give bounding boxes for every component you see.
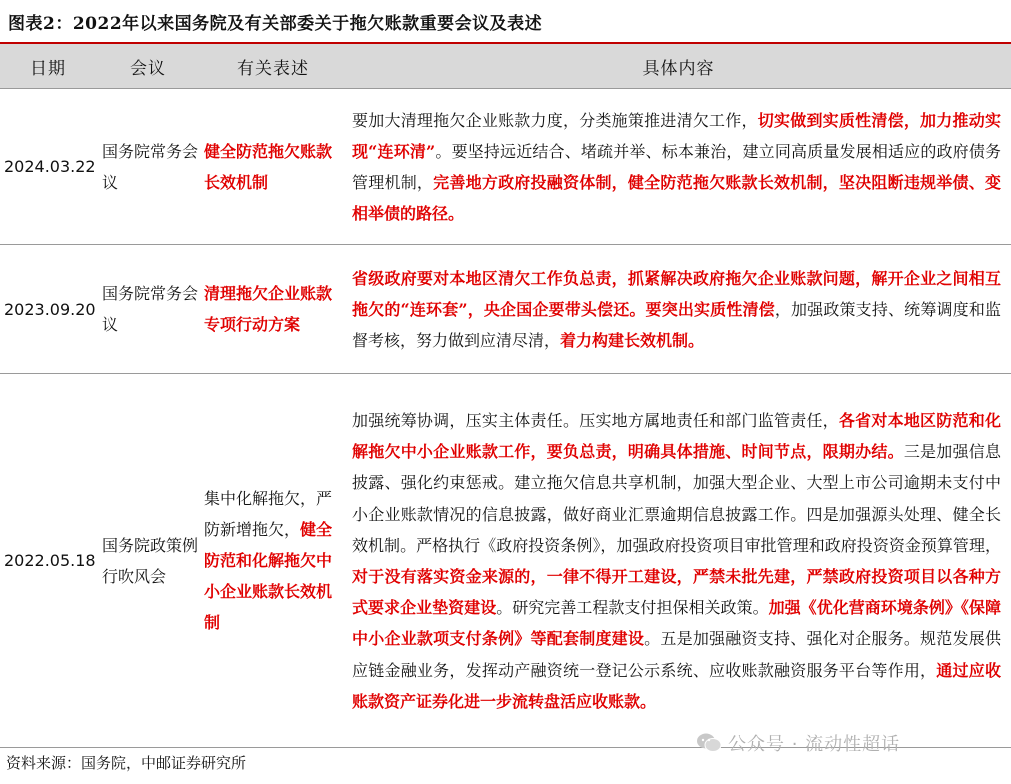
row-content [346,374,1011,748]
highlight-text: 对于没有落实资金来源的，一律不得开工建设，严禁未批先建，严禁政府投资项目以各种方式要求企业垫资建设 [352,567,1001,618]
table-row [0,374,1011,748]
row-statement [200,245,346,374]
highlight-text: 着力构建长效机制。 [560,331,705,351]
table-row [0,89,1011,245]
body-text: 三是加强信息披露、强化约束惩戒。建立拖欠信息共享机制，加强大型企业、大型上市公司逾期未支付中小企业账款情况的信息披露，做好商业汇票逾期信息披露工作。四是加强源头处理、健全长效机制。严格执行《政府投资条例》，加强政府投资项目审批管理和政府投资资金预算管理， [352,442,1001,555]
table-row [0,245,1011,374]
row-content [346,89,1011,245]
highlight-text: 切实做到实质性清偿，加力推动实现“连环清” [352,110,1001,161]
source-note: 资料来源：国务院，中邮证券研究所 [6,754,247,772]
highlight-text: 健全防范和化解拖欠中小企业账款长效机制 [204,520,333,632]
row-content [346,245,1011,374]
body-text: 。要坚持远近结合、堵疏并举、标本兼治，建立同高质量发展相适应的政府债务管理机制， [352,141,1001,192]
watermark-text: 公众号 · 流动性超话 [728,734,901,755]
body-text: 集中化解拖欠，严防新增拖欠， [204,489,333,539]
header-date: 日期 [0,44,96,89]
header-statement: 有关表述 [200,44,346,89]
body-text: ，加强政策支持、统筹调度和监督考核，努力做到应清尽清， [352,299,1001,351]
highlight-text: 完善地方政府投融资体制，健全防范拖欠账款长效机制，坚决阻断违规举债、变相举债的路径。 [352,173,1001,224]
row-statement [200,89,346,245]
highlight-text: 加强《优化营商环境条例》《保障中小企业款项支付条例》等配套制度建设 [352,598,1001,649]
row-date: 2023.09.20 [0,245,96,374]
table-header-row [0,44,1011,89]
highlight-text: 各省对本地区防范和化解拖欠中小企业账款工作，要负总责，明确具体措施、时间节点，限期办结。 [352,410,1001,462]
body-text: 。五是加强融资支持、强化对企服务。规范发展供应链金融业务，发挥动产融资统一登记公示系统、应收账款融资服务平台等作用， [352,629,1001,680]
figure-title: 图表2：2022年以来国务院及有关部委关于拖欠账款重要会议及表述 [8,14,543,34]
row-statement [200,374,346,748]
row-date: 2022.05.18 [0,374,96,748]
body-text: 加强统筹协调，压实主体责任。压实地方属地责任和部门监管责任， [352,410,839,430]
row-meeting: 国务院政策例行吹风会 [96,374,200,748]
row-meeting: 国务院常务会议 [96,245,200,374]
figure-title-bar [0,0,1011,44]
header-content: 具体内容 [346,44,1011,89]
highlight-text: 清理拖欠企业账款专项行动方案 [204,284,333,334]
meetings-table [0,44,1011,748]
row-meeting: 国务院常务会议 [96,89,200,245]
highlight-text: 省级政府要对本地区清欠工作负总责，抓紧解决政府拖欠企业账款问题，解开企业之间相互拖欠的“连环套”，央企国企要带头偿还。要突出实质性清偿 [352,268,1001,319]
row-date: 2024.03.22 [0,89,96,245]
highlight-text: 健全防范拖欠账款长效机制 [204,141,333,192]
highlight-text: 通过应收账款资产证券化进一步流转盘活应收账款。 [352,660,1001,711]
body-text: 要加大清理拖欠企业账款力度，分类施策推进清欠工作， [352,110,758,130]
wechat-icon [696,732,722,754]
header-meeting: 会议 [96,44,200,89]
body-text: 。研究完善工程款支付担保相关政策。 [496,598,769,618]
